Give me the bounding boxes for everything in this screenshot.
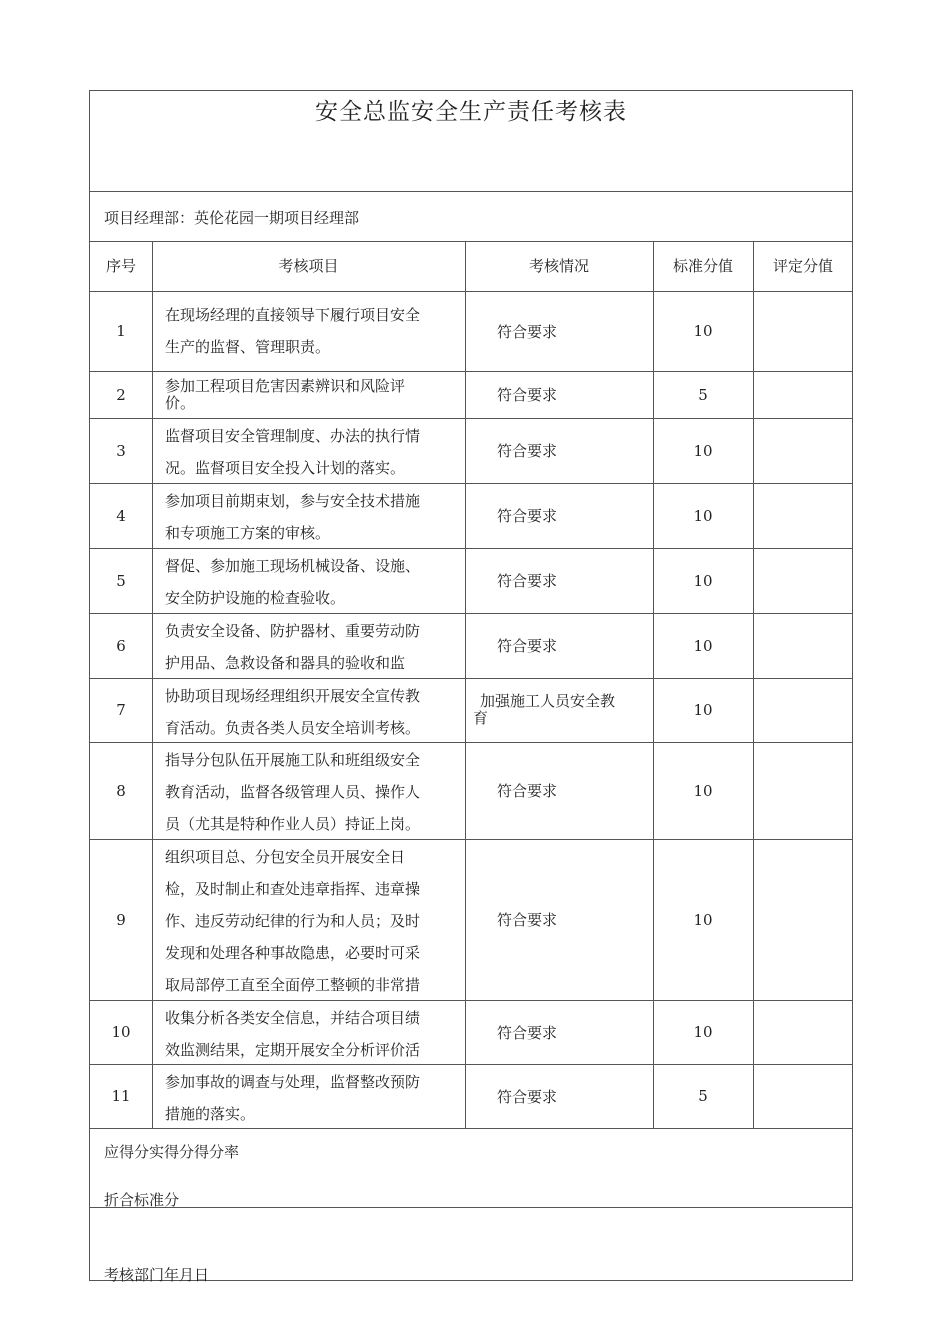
row-seq: 5 xyxy=(116,571,126,590)
form-title: 安全总监安全生产责任考核表 xyxy=(315,99,627,125)
row-situation: 符合要求 xyxy=(497,386,558,404)
row-situation: 符合要求 xyxy=(497,1023,558,1042)
row-item-line: 价。 xyxy=(165,394,196,412)
row-rating-score xyxy=(753,742,853,839)
row-rating-score xyxy=(753,678,853,742)
row-situation-line: 育 xyxy=(473,709,489,727)
row-item xyxy=(165,291,460,371)
header-rating: 评定分值 xyxy=(772,257,833,275)
score-line: 应得分实得分得分率 xyxy=(104,1143,240,1161)
row-rating-score xyxy=(753,371,853,418)
column-divider xyxy=(152,241,153,1128)
row-situation: 符合要求 xyxy=(497,637,558,655)
row-item xyxy=(165,839,460,1000)
row-standard-score: 5 xyxy=(698,1087,708,1105)
row-item-line: 措施的落实。 xyxy=(165,1105,256,1123)
row-item xyxy=(165,371,460,418)
row-seq: 3 xyxy=(116,441,126,460)
row-seq: 4 xyxy=(116,506,126,525)
row-situation-line: 加强施工人员安全教 xyxy=(480,692,616,710)
row-seq: 10 xyxy=(111,1023,131,1041)
divider xyxy=(90,1207,852,1208)
row-situation: 符合要求 xyxy=(497,442,558,460)
row-situation: 符合要求 xyxy=(497,1087,558,1106)
row-standard-score: 10 xyxy=(693,1023,713,1041)
row-item-line: 教育活动，监督各级管理人员、操作人 xyxy=(165,783,421,801)
row-item-line: 参加工程项目危害因素辨识和风险评 xyxy=(165,377,406,395)
divider xyxy=(90,1128,852,1129)
row-situation: 符合要求 xyxy=(497,507,558,525)
row-item-line: 育活动。负责各类人员安全培训考核。 xyxy=(165,719,421,737)
assessment-form xyxy=(89,90,853,1284)
row-item xyxy=(165,613,460,678)
header-seq: 序号 xyxy=(105,257,136,275)
row-item-line: 员（尤其是特种作业人员）持证上岗。 xyxy=(165,815,421,833)
row-item-line: 收集分析各类安全信息，并结合项目绩 xyxy=(165,1009,421,1027)
row-item-line: 参加项目前期束划，参与安全技术措施 xyxy=(165,492,421,510)
row-rating-score xyxy=(753,1000,853,1064)
row-item-line: 指导分包队伍开展施工队和班组级安全 xyxy=(165,751,421,769)
row-item xyxy=(165,1000,460,1064)
row-standard-score: 10 xyxy=(693,701,713,719)
row-seq: 1 xyxy=(116,322,126,340)
row-rating-score xyxy=(753,418,853,483)
department-label: 项目经理部：英伦花园一期项目经理部 xyxy=(104,209,360,227)
row-item-line: 组织项目总、分包安全员开展安全日 xyxy=(165,848,406,866)
row-standard-score: 10 xyxy=(693,506,713,525)
row-item-line: 负责安全设备、防护器材、重要劳动防 xyxy=(165,622,421,640)
row-standard-score: 10 xyxy=(693,636,713,655)
row-situation: 符合要求 xyxy=(497,911,558,929)
row-seq: 8 xyxy=(116,781,126,800)
row-rating-score xyxy=(753,839,853,1000)
row-item-line: 参加事故的调查与处理，监督整改预防 xyxy=(165,1073,421,1091)
row-item xyxy=(165,742,460,839)
row-rating-score xyxy=(753,291,853,371)
row-standard-score: 10 xyxy=(693,441,713,460)
row-seq: 11 xyxy=(111,1087,131,1105)
row-item-line: 效监测结果，定期开展安全分析评价活 xyxy=(165,1041,421,1059)
row-situation xyxy=(473,678,651,742)
row-standard-score: 10 xyxy=(693,571,713,590)
dept-date-line: 考核部门年月日 xyxy=(104,1266,210,1284)
row-item-line: 和专项施工方案的审核。 xyxy=(165,524,331,542)
row-item-line: 生产的监督、管理职责。 xyxy=(165,338,331,356)
row-item xyxy=(165,678,460,742)
header-situation: 考核情况 xyxy=(528,257,589,275)
row-rating-score xyxy=(753,1064,853,1128)
row-item-line: 监督项目安全管理制度、办法的执行情 xyxy=(165,427,421,445)
row-standard-score: 10 xyxy=(693,781,713,800)
row-item-line: 督促、参加施工现场机械设备、设施、 xyxy=(165,557,421,575)
row-standard-score: 10 xyxy=(693,910,713,929)
row-rating-score xyxy=(753,483,853,548)
header-standard: 标准分值 xyxy=(672,257,733,275)
row-seq: 7 xyxy=(116,701,126,719)
row-seq: 9 xyxy=(116,910,126,929)
row-item-line: 在现场经理的直接领导下履行项目安全 xyxy=(165,306,421,324)
row-item-line: 发现和处理各种事故隐患，必要时可采 xyxy=(165,944,421,962)
row-situation: 符合要求 xyxy=(497,322,558,341)
row-item-line: 况。监督项目安全投入计划的落实。 xyxy=(165,459,406,477)
row-item-line: 安全防护设施的检查验收。 xyxy=(165,589,346,607)
row-item xyxy=(165,418,460,483)
row-item-line: 检，及时制止和查处违章指挥、违章操 xyxy=(165,880,421,898)
row-seq: 2 xyxy=(116,385,126,404)
row-standard-score: 5 xyxy=(698,385,708,404)
row-item xyxy=(165,548,460,613)
row-item-line: 协助项目现场经理组织开展安全宣传教 xyxy=(165,687,421,705)
row-item-line: 护用品、急救设备和器具的验收和监 xyxy=(165,654,406,672)
converted-score: 折合标准分 xyxy=(104,1191,180,1209)
column-divider xyxy=(465,241,466,1128)
row-item-line: 取局部停工直至全面停工整顿的非常措 xyxy=(165,976,421,994)
header-item: 考核项目 xyxy=(278,257,339,275)
row-item xyxy=(165,483,460,548)
row-situation: 符合要求 xyxy=(497,782,558,800)
row-standard-score: 10 xyxy=(693,322,713,340)
row-rating-score xyxy=(753,613,853,678)
row-rating-score xyxy=(753,548,853,613)
row-seq: 6 xyxy=(116,636,126,655)
row-item xyxy=(165,1064,460,1128)
row-item-line: 作、违反劳动纪律的行为和人员；及时 xyxy=(165,912,421,930)
row-situation: 符合要求 xyxy=(497,572,558,590)
divider xyxy=(90,191,852,192)
